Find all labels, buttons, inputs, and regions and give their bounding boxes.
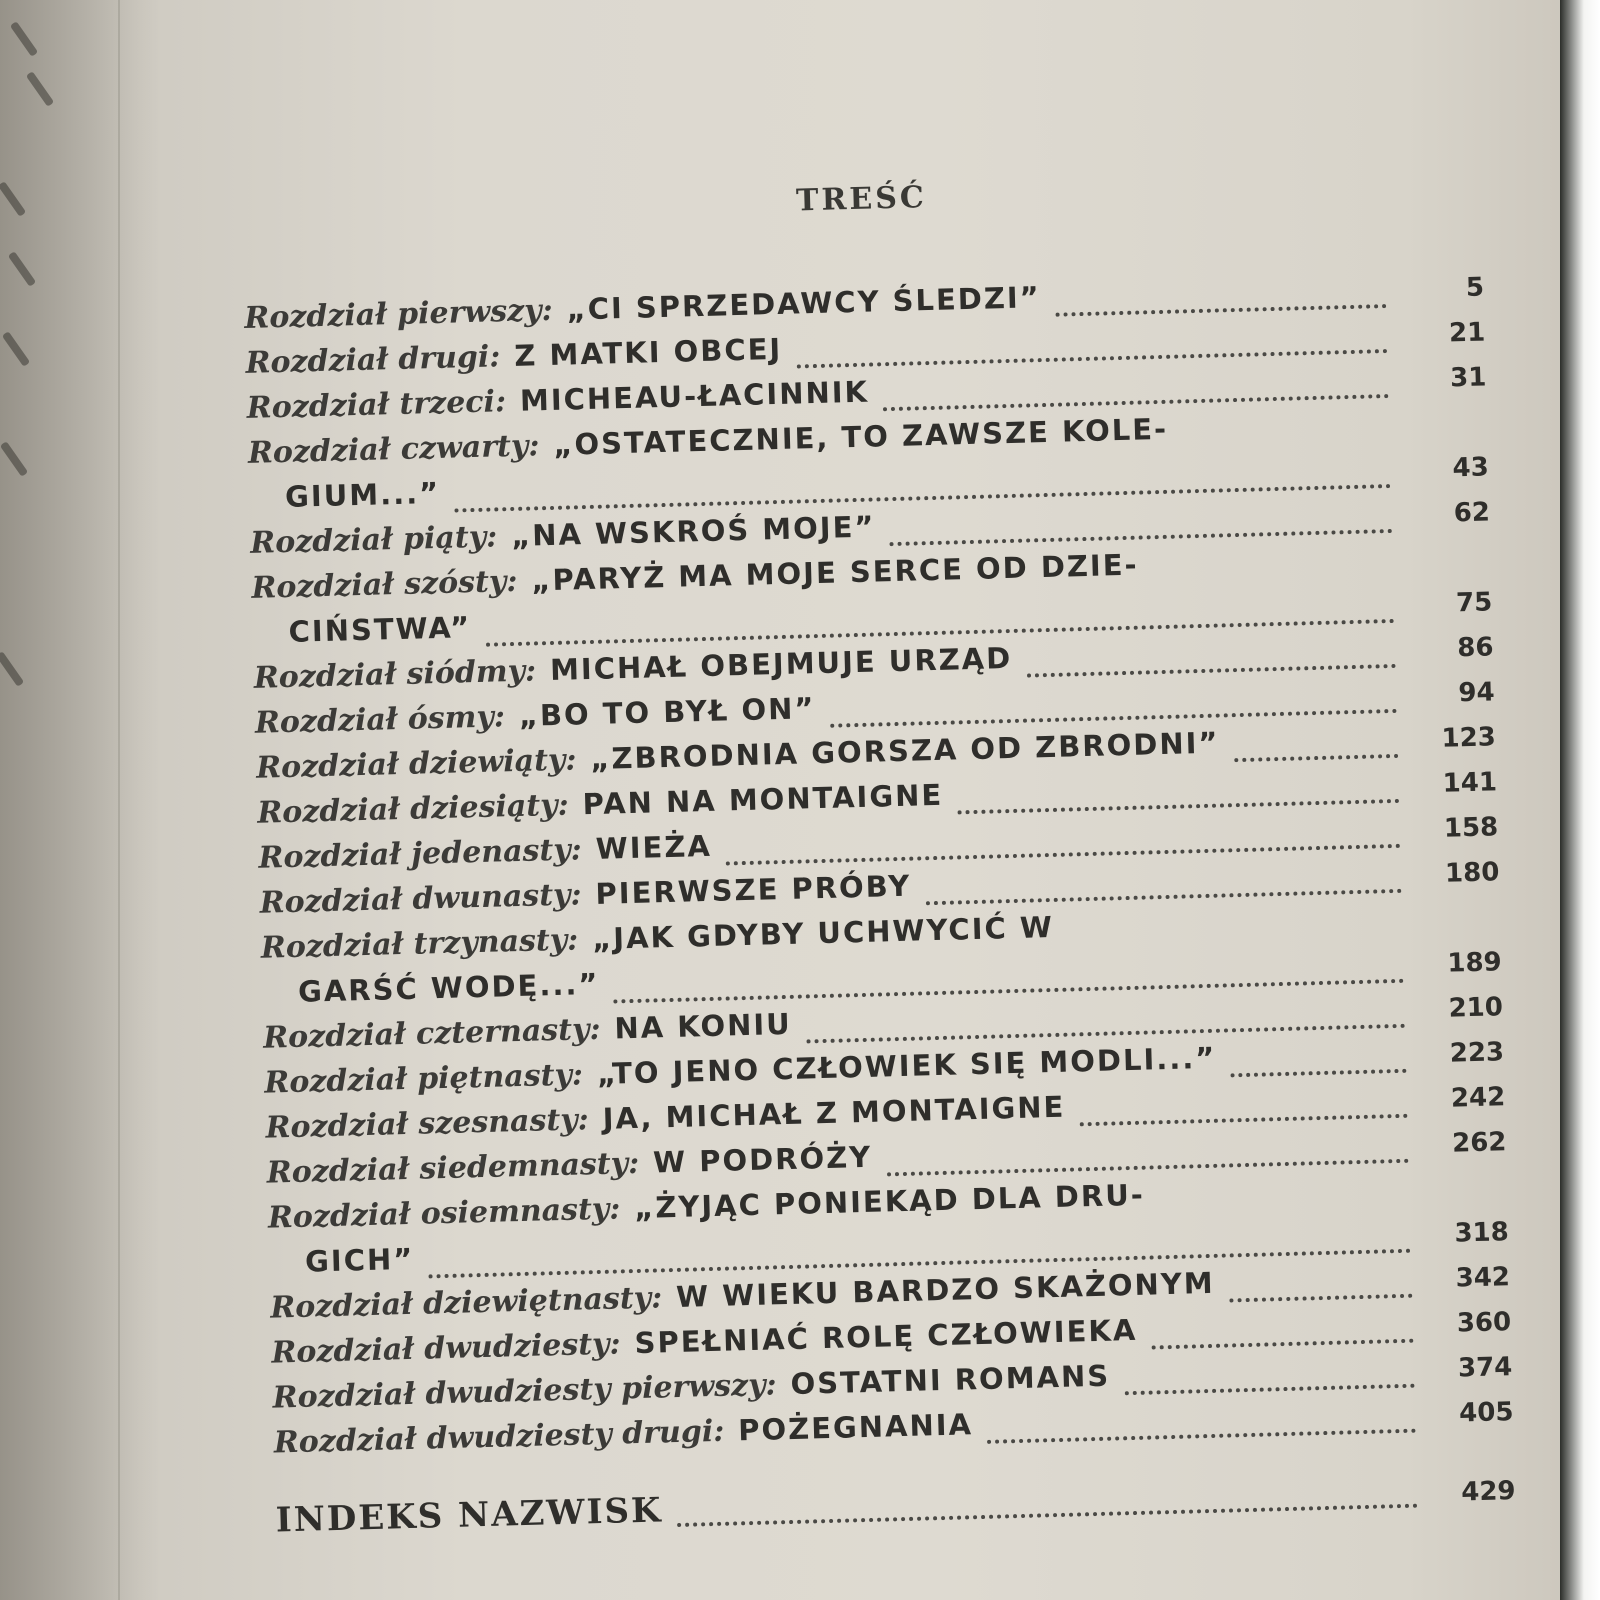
chapter-title: „JAK GDYBY UCHWYCIĆ W <box>591 909 1055 957</box>
leader-dots <box>1152 1339 1414 1350</box>
leader-dots <box>1027 664 1396 678</box>
gutter-line <box>118 0 120 1600</box>
chapter-title: W WIEKU BARDZO SKAŻONYM <box>675 1265 1216 1314</box>
chapter-title: WIEŻA <box>595 828 713 866</box>
chapter-title: OSTATNI ROMANS <box>790 1358 1111 1402</box>
page-number: 62 <box>1453 497 1491 529</box>
chapter-title: W PODRÓŻY <box>652 1139 873 1180</box>
chapter-title: „ZBRODNIA GORSZA OD ZBRODNI” <box>589 725 1220 777</box>
chapter-title-continuation: CIŃSTWA” <box>288 610 472 649</box>
index-title: INDEKS NAZWISK <box>275 1490 664 1541</box>
leader-dots <box>677 1504 1418 1527</box>
page-number: 75 <box>1455 587 1493 619</box>
page-number: 141 <box>1442 767 1498 799</box>
chapter-title-continuation: GIUM...” <box>284 475 441 514</box>
chapter-label: Rozdział szesnasty: <box>265 1102 590 1146</box>
chapter-title: MICHEAU-ŁACINNIK <box>519 374 870 418</box>
page-edge-glare <box>1560 0 1600 1600</box>
chapter-title: PAN NA MONTAIGNE <box>582 777 944 822</box>
chapter-title: „ŻYJĄC PONIEKĄD DLA DRU- <box>633 1177 1146 1226</box>
page-number: 5 <box>1465 272 1485 303</box>
chapter-title-continuation: GARŚĆ WODĘ...” <box>297 966 600 1009</box>
chapter-title: NA KONIU <box>614 1006 793 1046</box>
page-number: 180 <box>1444 857 1500 889</box>
chapter-label: Rozdział piętnasty: <box>263 1057 584 1101</box>
table-of-contents <box>240 118 1516 1541</box>
chapter-label: Rozdział dwudziesty pierwszy: <box>272 1367 778 1416</box>
chapter-label: Rozdział piąty: <box>249 519 498 561</box>
chapter-label: Rozdział trzeci: <box>246 384 507 426</box>
page-number: 360 <box>1456 1307 1512 1339</box>
chapter-label: Rozdział trzynasty: <box>260 922 579 966</box>
chapter-label: Rozdział czternasty: <box>262 1011 601 1056</box>
chapter-title: MICHAŁ OBEJMUJE URZĄD <box>549 640 1013 688</box>
toc-entries <box>244 268 1514 1470</box>
chapter-title: POŻEGNANIA <box>737 1407 974 1448</box>
page-number: 405 <box>1458 1397 1514 1429</box>
chapter-title: JA, MICHAŁ Z MONTAIGNE <box>602 1089 1066 1136</box>
page-number: 210 <box>1448 992 1504 1024</box>
page-number: 342 <box>1455 1262 1511 1294</box>
page-number: 242 <box>1450 1082 1506 1114</box>
chapter-label: Rozdział siedemnasty: <box>266 1145 640 1191</box>
index-page-number: 429 <box>1460 1476 1516 1508</box>
page-number: 189 <box>1447 947 1503 979</box>
page-number: 123 <box>1441 722 1497 754</box>
chapter-title: „OSTATECZNIE, TO ZAWSZE KOLE- <box>552 411 1169 462</box>
chapter-label: Rozdział dwudziesty: <box>271 1326 622 1371</box>
chapter-label: Rozdział dwunasty: <box>259 877 583 921</box>
leader-dots <box>1080 1114 1408 1127</box>
chapter-label: Rozdział pierwszy: <box>243 292 554 336</box>
page-number: 43 <box>1452 452 1490 484</box>
chapter-title: Z MATKI OBCEJ <box>513 331 783 373</box>
chapter-label: Rozdział dziesiąty: <box>256 787 570 831</box>
chapter-title: „PARYŻ MA MOJE SERCE OD DZIE- <box>530 547 1139 598</box>
page-number: 21 <box>1448 317 1486 349</box>
chapter-label: Rozdział szósty: <box>251 563 518 606</box>
page-number: 94 <box>1458 677 1496 709</box>
leader-dots <box>1055 304 1386 317</box>
page-number: 223 <box>1449 1037 1505 1069</box>
previous-page-edge <box>0 0 110 1600</box>
page-number: 86 <box>1456 632 1494 664</box>
chapter-title: „CI SPRZEDAWCY ŚLEDZI” <box>566 280 1042 327</box>
chapter-label: Rozdział czwarty: <box>247 428 540 471</box>
chapter-title: PIERWSZE PRÓBY <box>595 868 912 911</box>
leader-dots <box>1231 1069 1407 1078</box>
chapter-label: Rozdział siódmy: <box>253 653 537 696</box>
chapter-label: Rozdział dziewiąty: <box>255 742 577 786</box>
chapter-label: Rozdział ósmy: <box>254 699 506 741</box>
chapter-label: Rozdział dziewiętnasty: <box>269 1280 663 1326</box>
chapter-label: Rozdział osiemnasty: <box>267 1191 621 1236</box>
leader-dots <box>1234 754 1398 762</box>
chapter-title: „TO JENO CZŁOWIEK SIĘ MODLI...” <box>596 1040 1217 1091</box>
page-number: 318 <box>1454 1217 1510 1249</box>
chapter-title: „BO TO BYŁ ON” <box>518 691 816 733</box>
chapter-title-continuation: GICH” <box>304 1241 415 1279</box>
leader-dots <box>987 1429 1416 1444</box>
chapter-label: Rozdział jedenasty: <box>258 832 583 876</box>
chapter-label: Rozdział dwudziesty drugi: <box>273 1413 725 1461</box>
page-number: 374 <box>1457 1352 1513 1384</box>
toc-title: TREŚĆ <box>795 180 928 219</box>
page-number: 31 <box>1449 362 1487 394</box>
chapter-title: „NA WSKROŚ MOJE” <box>510 509 876 554</box>
page-number: 262 <box>1451 1127 1507 1159</box>
leader-dots <box>1229 1294 1412 1303</box>
chapter-title: SPEŁNIAĆ ROLĘ CZŁOWIEKA <box>634 1312 1138 1361</box>
chapter-label: Rozdział drugi: <box>245 339 501 381</box>
index-entry <box>275 1468 1516 1545</box>
page-number: 158 <box>1443 812 1499 844</box>
leader-dots <box>1125 1384 1415 1396</box>
